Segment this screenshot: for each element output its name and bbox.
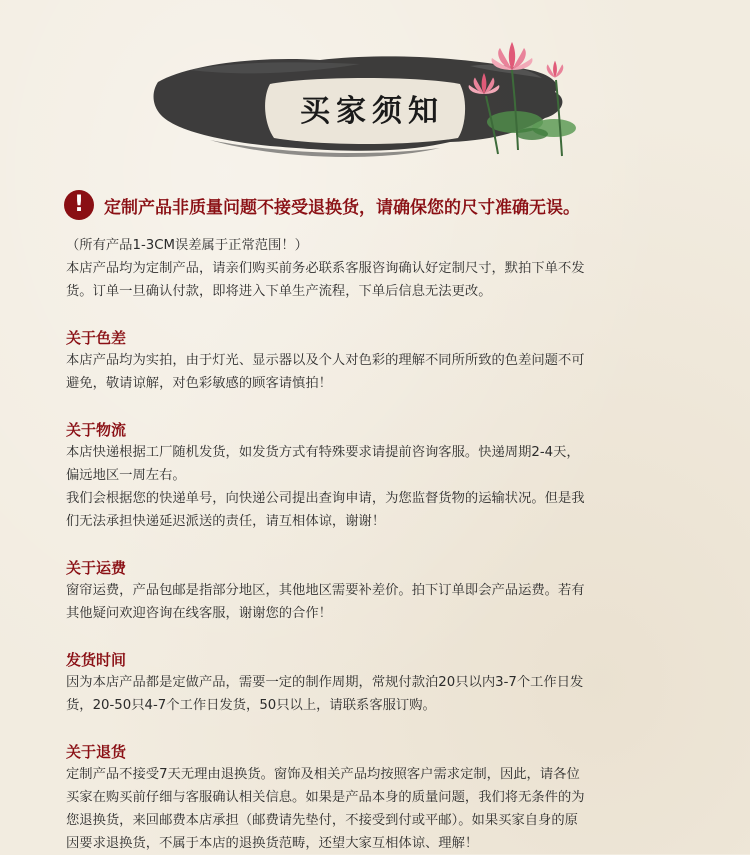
header-banner (150, 30, 600, 180)
banner-title: 买家须知 (300, 94, 444, 129)
section-heading: 关于退货 (66, 743, 127, 761)
section-returns (66, 741, 688, 855)
intro-line: 货。订单一旦确认付款，即将进入下单生产流程，下单后信息无法更改。 (66, 284, 492, 299)
section-line: 买家在购买前仔细与客服确认相关信息。如果是产品本身的质量问题，我们将无条件的为 (66, 790, 585, 805)
section-line: 窗帘运费，产品包邮是指部分地区，其他地区需要补差价。拍下订单即会产品运费。若有 (66, 583, 585, 598)
section-line: 因要求退换货，不属于本店的退换货范畴，还望大家互相体谅、理解！ (66, 836, 479, 851)
section-logistics (66, 419, 688, 533)
section-line: 本店产品均为实拍，由于灯光、显示器以及个人对色彩的理解不同所所致的色差问题不可 (66, 353, 585, 368)
section-line: 偏远地区一周左右。 (66, 468, 186, 483)
warning-notice (64, 188, 580, 222)
section-heading: 发货时间 (66, 651, 127, 669)
section-line: 因为本店产品都是定做产品，需要一定的制作周期，常规付款泊20只以内3-7个工作日发 (66, 675, 584, 690)
section-delivery-time (66, 649, 688, 717)
section-line: 您退换货，来回邮费本店承担（邮费请先垫付，不接受到付或平邮）。如果买家自身的原 (66, 813, 578, 828)
intro-line: （所有产品1-3CM误差属于正常范围！） (66, 238, 308, 253)
intro-block (66, 234, 688, 303)
section-line: 本店快递根据工厂随机发货，如发货方式有特殊要求请提前咨询客服。快递周期2-4天， (66, 445, 580, 460)
warning-text: 定制产品非质量问题不接受退换货，请确保您的尺寸准确无误。 (104, 197, 580, 218)
section-line: 我们会根据您的快递单号，向快递公司提出查询申请，为您监督货物的运输状况。但是我 (66, 491, 585, 506)
notice-content (66, 234, 688, 855)
section-shipping-fee (66, 557, 688, 625)
section-line: 货，20-50只4-7个工作日发货，50只以上，请联系客服订购。 (66, 698, 436, 713)
section-line: 们无法承担快递延迟派送的责任，请互相体谅，谢谢！ (66, 514, 386, 529)
intro-line: 本店产品均为定制产品，请亲们购买前务必联系客服咨询确认好定制尺寸，默拍下单不发 (66, 261, 585, 276)
section-heading: 关于色差 (66, 329, 127, 347)
section-color-difference (66, 327, 688, 395)
section-heading: 关于运费 (66, 559, 127, 577)
section-line: 其他疑问欢迎咨询在线客服，谢谢您的合作！ (66, 606, 332, 621)
exclamation-icon: ! (64, 190, 94, 220)
section-heading: 关于物流 (66, 421, 127, 439)
section-line: 避免，敬请谅解，对色彩敏感的顾客请慎拍！ (66, 376, 332, 391)
section-line: 定制产品不接受7天无理由退换货。窗饰及相关产品均按照客户需求定制，因此，请各位 (66, 767, 580, 782)
